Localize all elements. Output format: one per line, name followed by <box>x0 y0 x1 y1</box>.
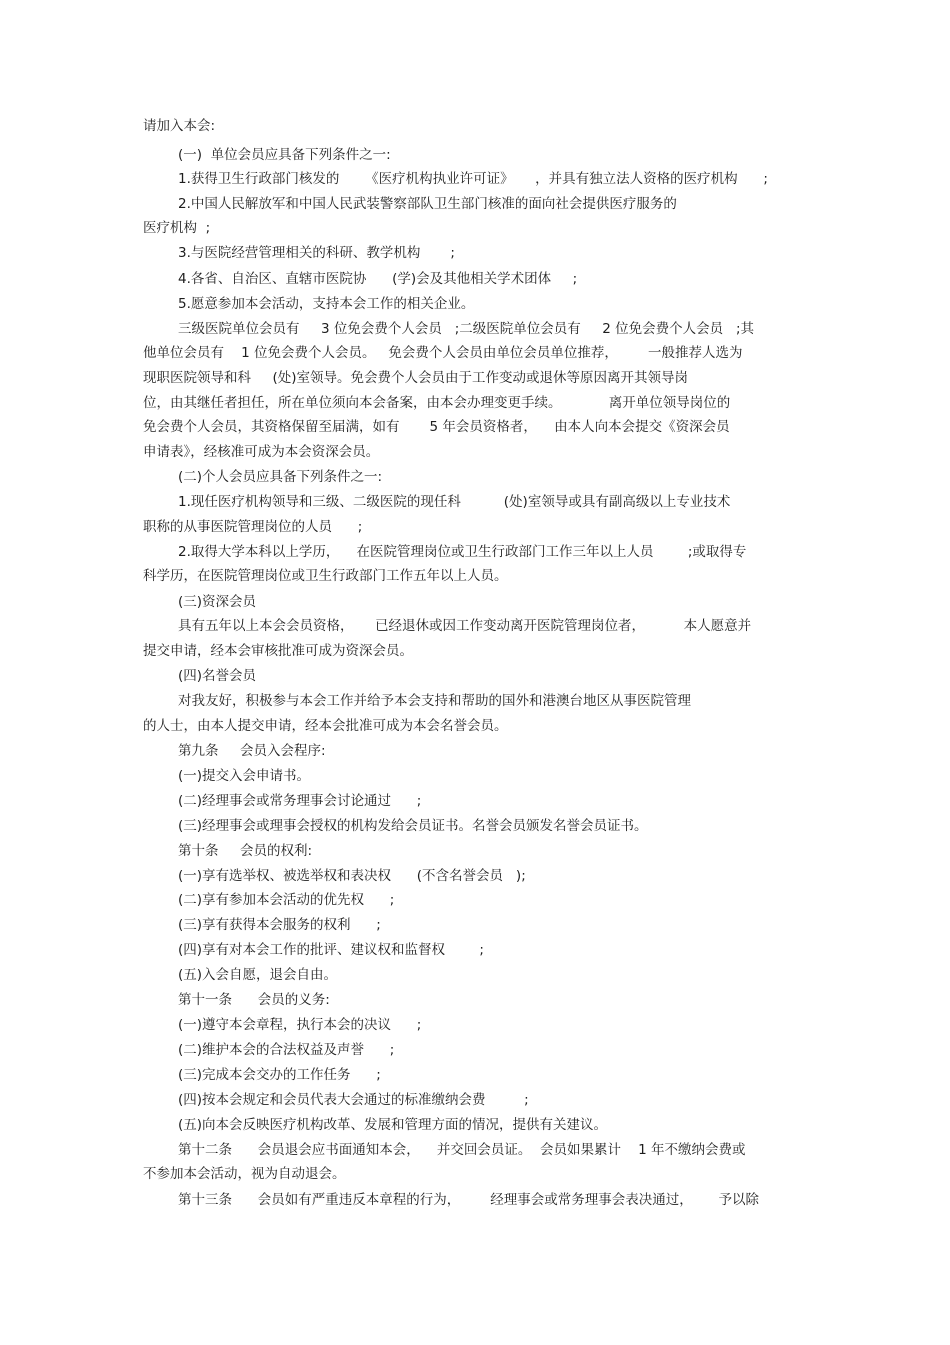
text-line: 1.现任医疗机构领导和三级、二级医院的现任科 (处)室领导或具有副高级以上专业技术 <box>178 494 731 510</box>
text-line: (四)享有对本会工作的批评、建议权和监督权 ; <box>178 942 484 958</box>
text-line: 医疗机构 ; <box>143 220 211 236</box>
text-line: 第十条 会员的权利: <box>178 843 313 859</box>
text-line: (一)提交入会申请书。 <box>178 768 311 784</box>
text-line: (一)遵守本会章程，执行本会的决议 ; <box>178 1017 422 1033</box>
text-line: 科学历，在医院管理岗位或卫生行政部门工作五年以上人员。 <box>143 568 508 584</box>
text-line: (四)按本会规定和会员代表大会通过的标准缴纳会费 ; <box>178 1092 529 1108</box>
text-line: 对我友好，积极参与本会工作并给予本会支持和帮助的国外和港澳台地区从事医院管理 <box>178 693 691 709</box>
text-line: (二)享有参加本会活动的优先权 ; <box>178 892 395 908</box>
text-line: (四)名誉会员 <box>178 668 257 684</box>
text-line: 请加入本会: <box>143 118 216 134</box>
text-line: 不参加本会活动，视为自动退会。 <box>143 1166 346 1182</box>
text-line: (三)完成本会交办的工作任务 ; <box>178 1067 381 1083</box>
text-line: (五)入会自愿，退会自由。 <box>178 967 338 983</box>
text-line: 2.中国人民解放军和中国人民武装警察部队卫生部门核准的面向社会提供医疗服务的 <box>178 196 677 212</box>
text-line: 免会费个人会员，其资格保留至届满，如有 5 年会员资格者， 由本人向本会提交《资深会员 <box>143 419 730 435</box>
text-line: 3.与医院经营管理相关的科研、教学机构 ; <box>178 245 455 261</box>
text-line: 职称的从事医院管理岗位的人员 ; <box>143 519 363 535</box>
text-line: 第十二条 会员退会应书面通知本会， 并交回会员证。 会员如果累计 1 年不缴纳会费或 <box>178 1142 746 1158</box>
text-line: 他单位会员有 1 位免会费个人会员。 免会费个人会员由单位会员单位推荐， 一般推荐人选为 <box>143 345 743 361</box>
text-line: 的人士，由本人提交申请，经本会批准可成为本会名誉会员。 <box>143 718 508 734</box>
text-line: (三)享有获得本会服务的权利 ; <box>178 917 381 933</box>
text-line: (三)经理事会或理事会授权的机构发给会员证书。名誉会员颁发名誉会员证书。 <box>178 818 648 834</box>
text-line: (二)经理事会或常务理事会讨论通过 ; <box>178 793 422 809</box>
text-line: 第九条 会员入会程序: <box>178 743 326 759</box>
text-line: (三)资深会员 <box>178 594 257 610</box>
text-line: 第十一条 会员的义务: <box>178 992 330 1008</box>
text-line: 2.取得大学本科以上学历， 在医院管理岗位或卫生行政部门工作三年以上人员 ;或取得专 <box>178 544 747 560</box>
text-line: 5.愿意参加本会活动，支持本会工作的相关企业。 <box>178 296 475 312</box>
text-line: (五)向本会反映医疗机构改革、发展和管理方面的情况，提供有关建议。 <box>178 1117 608 1133</box>
text-line: 4.各省、自治区、直辖市医院协 (学)会及其他相关学术团体 ; <box>178 271 578 287</box>
text-line: (一) 单位会员应具备下列条件之一: <box>178 147 391 163</box>
text-line: (二)个人会员应具备下列条件之一: <box>178 469 383 485</box>
text-line: (一)享有选举权、被选举权和表决权 (不含名誉会员 ); <box>178 868 526 884</box>
text-line: 申请表》，经核准可成为本会资深会员。 <box>143 444 380 460</box>
text-line: 1.获得卫生行政部门核发的 《医疗机构执业许可证》 ，并具有独立法人资格的医疗机构 ; <box>178 171 768 187</box>
text-line: 第十三条 会员如有严重违反本章程的行为， 经理事会或常务理事会表决通过， 予以除 <box>178 1192 760 1208</box>
text-line: (二)维护本会的合法权益及声誉 ; <box>178 1042 395 1058</box>
text-line: 三级医院单位会员有 3 位免会费个人会员 ;二级医院单位会员有 2 位免会费个人会员 ;其 <box>178 321 755 337</box>
text-line: 具有五年以上本会会员资格， 已经退休或因工作变动离开医院管理岗位者， 本人愿意并 <box>178 618 752 634</box>
text-line: 位，由其继任者担任，所在单位须向本会备案，由本会办理变更手续。 离开单位领导岗位的 <box>143 395 731 411</box>
text-line: 提交申请，经本会审核批准可成为资深会员。 <box>143 643 413 659</box>
text-line: 现职医院领导和科 (处)室领导。免会费个人会员由于工作变动或退休等原因离开其领导岗 <box>143 370 688 386</box>
